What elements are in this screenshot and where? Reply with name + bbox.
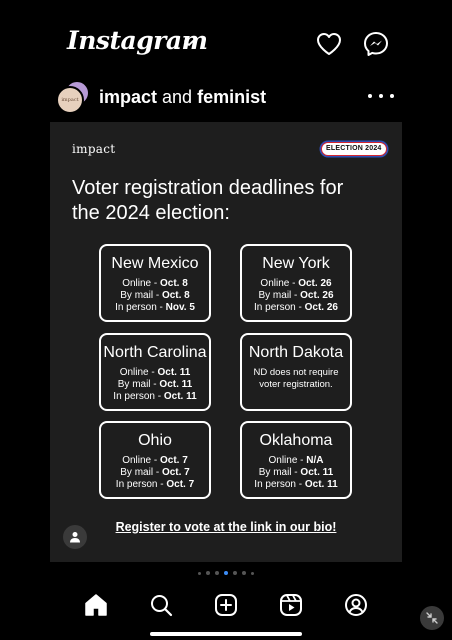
deadline-mail: By mail - Oct. 11	[258, 467, 334, 478]
more-dot-icon	[379, 94, 383, 98]
state-name: New York	[262, 255, 330, 272]
post-image[interactable]	[50, 122, 402, 562]
deadline-online: Online - Oct. 8	[122, 278, 188, 289]
nav-profile-button[interactable]	[342, 591, 370, 619]
deadline-in-person: In person - Oct. 11	[113, 391, 197, 402]
author-feminist[interactable]: feminist	[197, 87, 267, 107]
chevron-down-icon[interactable]	[182, 36, 196, 50]
state-card-ohio	[99, 421, 211, 499]
instagram-app	[50, 0, 402, 640]
state-card-oklahoma	[240, 421, 352, 499]
messenger-icon	[363, 31, 389, 57]
carousel-dot	[242, 571, 246, 575]
state-name: North Dakota	[248, 344, 344, 361]
author-joiner: and	[157, 87, 198, 107]
reels-icon	[279, 593, 303, 617]
carousel-dot-active	[224, 571, 228, 575]
more-dot-icon	[390, 94, 394, 98]
post-header	[50, 80, 402, 122]
create-icon	[214, 593, 238, 617]
deadline-in-person: In person - Oct. 7	[115, 479, 195, 490]
carousel-dot	[215, 571, 219, 575]
more-options-button[interactable]	[368, 86, 394, 106]
nav-home-button[interactable]	[82, 591, 110, 619]
deadline-mail: By mail - Oct. 7	[120, 467, 190, 478]
notifications-button[interactable]	[315, 30, 343, 58]
carousel-indicator	[50, 571, 402, 577]
collab-avatars[interactable]	[56, 80, 96, 120]
carousel-dot	[233, 571, 237, 575]
instagram-logo[interactable]: Instagram	[67, 26, 208, 55]
author-impact[interactable]: impact	[99, 87, 158, 107]
carousel-dot	[198, 572, 201, 575]
state-name: Ohio	[138, 432, 172, 449]
carousel-dot	[251, 572, 254, 575]
nav-reels-button[interactable]	[277, 591, 305, 619]
state-name: New Mexico	[111, 255, 199, 272]
bottom-navigation	[50, 585, 402, 625]
deadline-mail: By mail - Oct. 8	[120, 290, 190, 301]
deadline-online: Online - Oct. 7	[122, 455, 188, 466]
deadline-in-person: In person - Oct. 26	[254, 302, 338, 313]
deadline-mail: By mail - Oct. 11	[117, 379, 193, 390]
state-card-new-mexico	[99, 244, 211, 322]
collapse-arrows-icon	[425, 611, 439, 625]
post-authors	[99, 87, 266, 108]
top-bar	[50, 0, 402, 80]
registration-note: ND does not require voter registration.	[253, 367, 339, 390]
state-name: Oklahoma	[259, 432, 333, 449]
register-cta: Register to vote at the link in our bio!	[115, 520, 337, 534]
state-card-new-york	[240, 244, 352, 322]
state-name: North Carolina	[103, 344, 207, 361]
deadline-online: Online - N/A	[268, 455, 324, 466]
carousel-dot	[206, 571, 210, 575]
home-icon	[84, 593, 108, 617]
nav-create-button[interactable]	[212, 591, 240, 619]
election-2024-badge: ELECTION 2024	[321, 142, 387, 156]
deadline-mail: By mail - Oct. 26	[258, 290, 334, 301]
deadline-online: Online - Oct. 26	[260, 278, 332, 289]
avatar-impact: impact	[56, 86, 84, 114]
graphic-headline: Voter registration deadlines for the 2024 election:	[72, 177, 344, 224]
heart-icon	[316, 32, 342, 56]
nav-search-button[interactable]	[147, 591, 175, 619]
tagged-people-button[interactable]	[63, 525, 87, 549]
state-card-north-carolina	[99, 333, 211, 411]
messages-button[interactable]	[362, 30, 390, 58]
impact-brand-logo: impact	[72, 142, 116, 156]
profile-icon	[344, 593, 368, 617]
deadline-in-person: In person - Oct. 11	[254, 479, 338, 490]
deadline-in-person: In person - Nov. 5	[115, 302, 195, 313]
person-icon	[69, 531, 81, 543]
home-indicator[interactable]	[150, 632, 302, 636]
minimize-button[interactable]	[420, 606, 444, 630]
search-icon	[149, 593, 173, 617]
state-card-north-dakota	[240, 333, 352, 411]
more-dot-icon	[368, 94, 372, 98]
deadline-online: Online - Oct. 11	[119, 367, 191, 378]
